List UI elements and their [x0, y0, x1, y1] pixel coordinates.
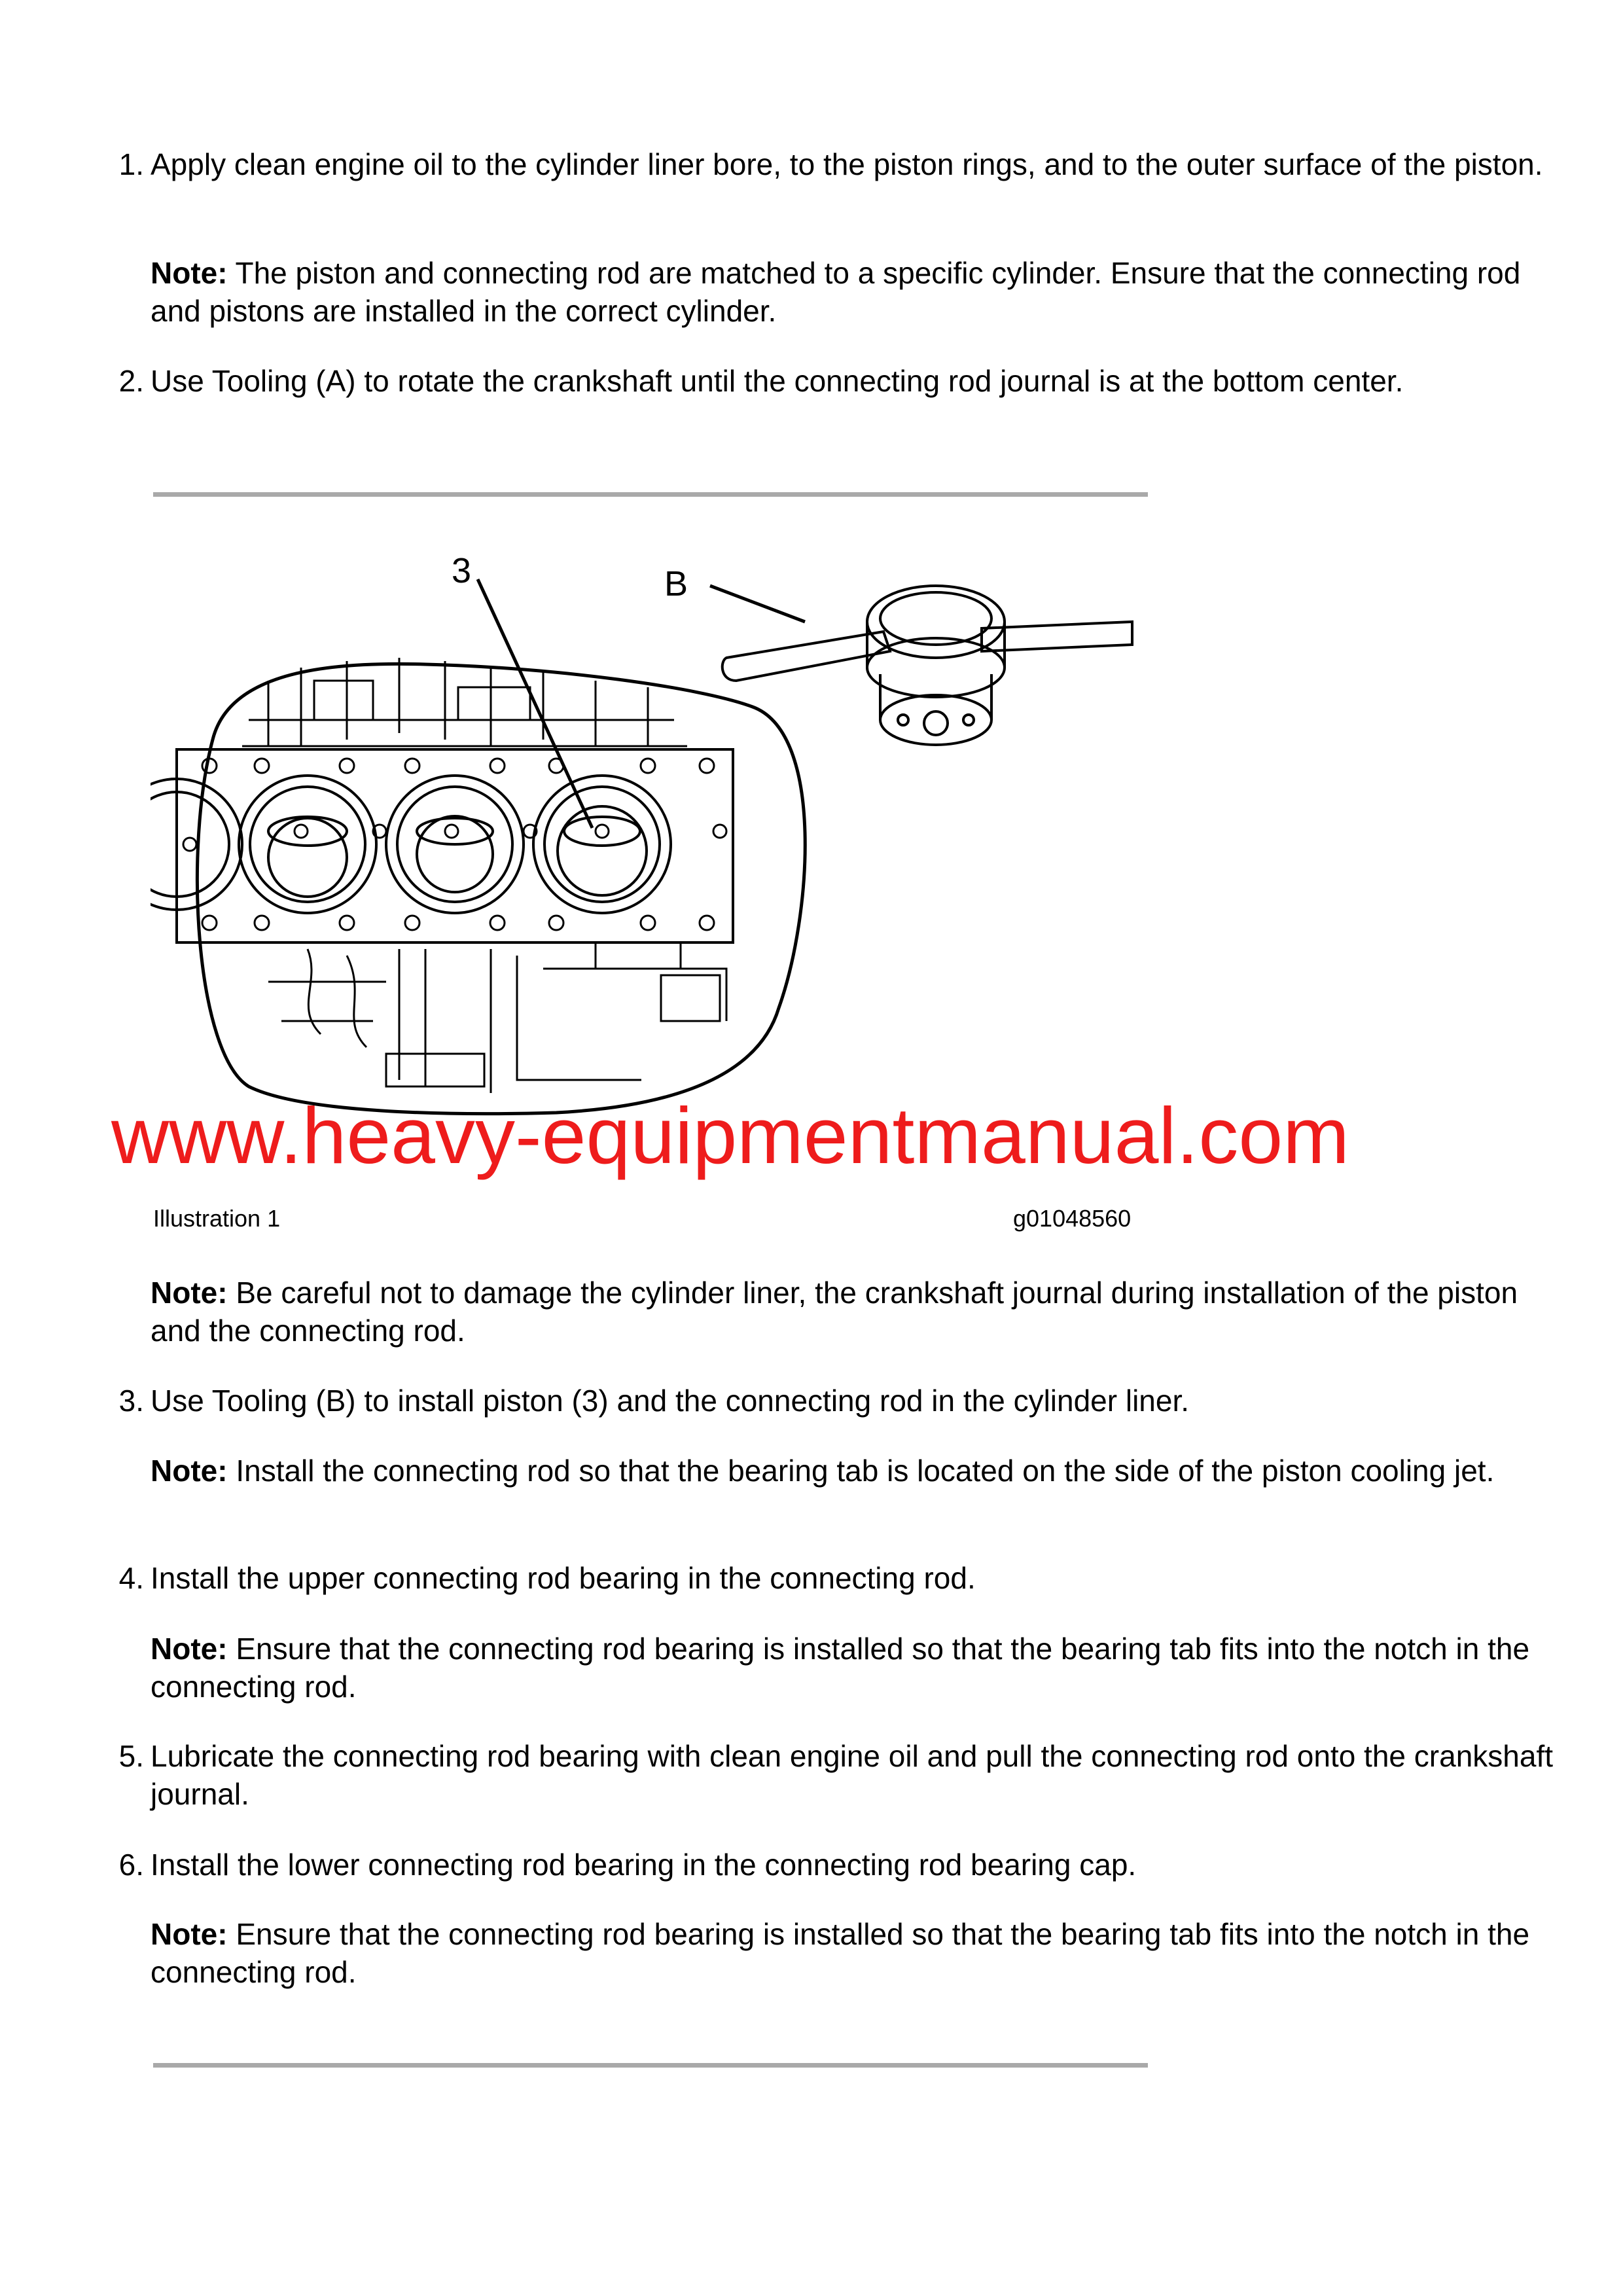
note-label: Note:: [151, 1632, 228, 1666]
step-number: 2.: [118, 364, 144, 398]
bottom-divider: [153, 2063, 1148, 2068]
cylinder-bore-2: [239, 776, 376, 913]
note-3: [151, 1452, 1564, 1490]
step-text: Apply clean engine oil to the cylinder liner bore, to the piston rings, and to the outer surface of the piston.: [151, 147, 1543, 181]
step-text: Use Tooling (A) to rotate the crankshaft until the connecting rod journal is at the bottom center.: [151, 364, 1404, 398]
engine-view-outline: [197, 664, 805, 1113]
figure-caption-label: Illustration 1: [153, 1205, 281, 1232]
cylinder-bore-3: [386, 776, 524, 913]
ring-compressor-tool: [722, 586, 1132, 745]
callout-3-label: 3: [452, 551, 472, 590]
note-text: Ensure that the connecting rod bearing is installed so that the bearing tab fits into the notch in the connecting rod.: [151, 1632, 1530, 1704]
cylinder-bore-piston-3: [533, 776, 671, 913]
note-5: [151, 1915, 1564, 1991]
step-number: 4.: [118, 1561, 144, 1595]
note-text: The piston and connecting rod are matched to a specific cylinder. Ensure that the connecting rod and pistons are installed in the correct cylinder.: [151, 256, 1521, 328]
step-text: Lubricate the connecting rod bearing with clean engine oil and pull the connecting rod onto the crankshaft journal.: [151, 1739, 1553, 1811]
note-label: Note:: [151, 1454, 228, 1488]
step-text: Install the upper connecting rod bearing in the connecting rod.: [151, 1561, 976, 1595]
note-1: [151, 254, 1564, 330]
note-text: Be careful not to damage the cylinder liner, the crankshaft journal during installation of the piston and the connecting rod.: [151, 1276, 1518, 1348]
figure-top-divider: [153, 492, 1148, 497]
step-text: Use Tooling (B) to install piston (3) and the connecting rod in the cylinder liner.: [151, 1384, 1190, 1418]
note-2: [151, 1274, 1564, 1350]
figure-caption-id: g01048560: [1013, 1205, 1132, 1232]
step-text: Install the lower connecting rod bearing in the connecting rod bearing cap.: [151, 1848, 1137, 1882]
engine-block-illustration: [151, 524, 1171, 1178]
callout-3-leader: [478, 579, 592, 828]
callout-b-leader: [710, 586, 805, 622]
note-label: Note:: [151, 256, 228, 290]
note-text: Install the connecting rod so that the bearing tab is located on the side of the piston cooling jet.: [227, 1454, 1495, 1488]
lower-components: [268, 942, 726, 1093]
step-number: 3.: [118, 1384, 144, 1418]
note-label: Note:: [151, 1276, 228, 1310]
callout-b-label: B: [664, 564, 688, 603]
step-number: 1.: [118, 147, 144, 181]
note-label: Note:: [151, 1917, 228, 1951]
watermark: www.heavy-equipmentmanual.com: [111, 1091, 1349, 1180]
note-text: Ensure that the connecting rod bearing is installed so that the bearing tab fits into the notch in the connecting rod.: [151, 1917, 1530, 1989]
step-number: 5.: [118, 1739, 144, 1773]
note-4: [151, 1630, 1564, 1706]
step-number: 6.: [118, 1848, 144, 1882]
